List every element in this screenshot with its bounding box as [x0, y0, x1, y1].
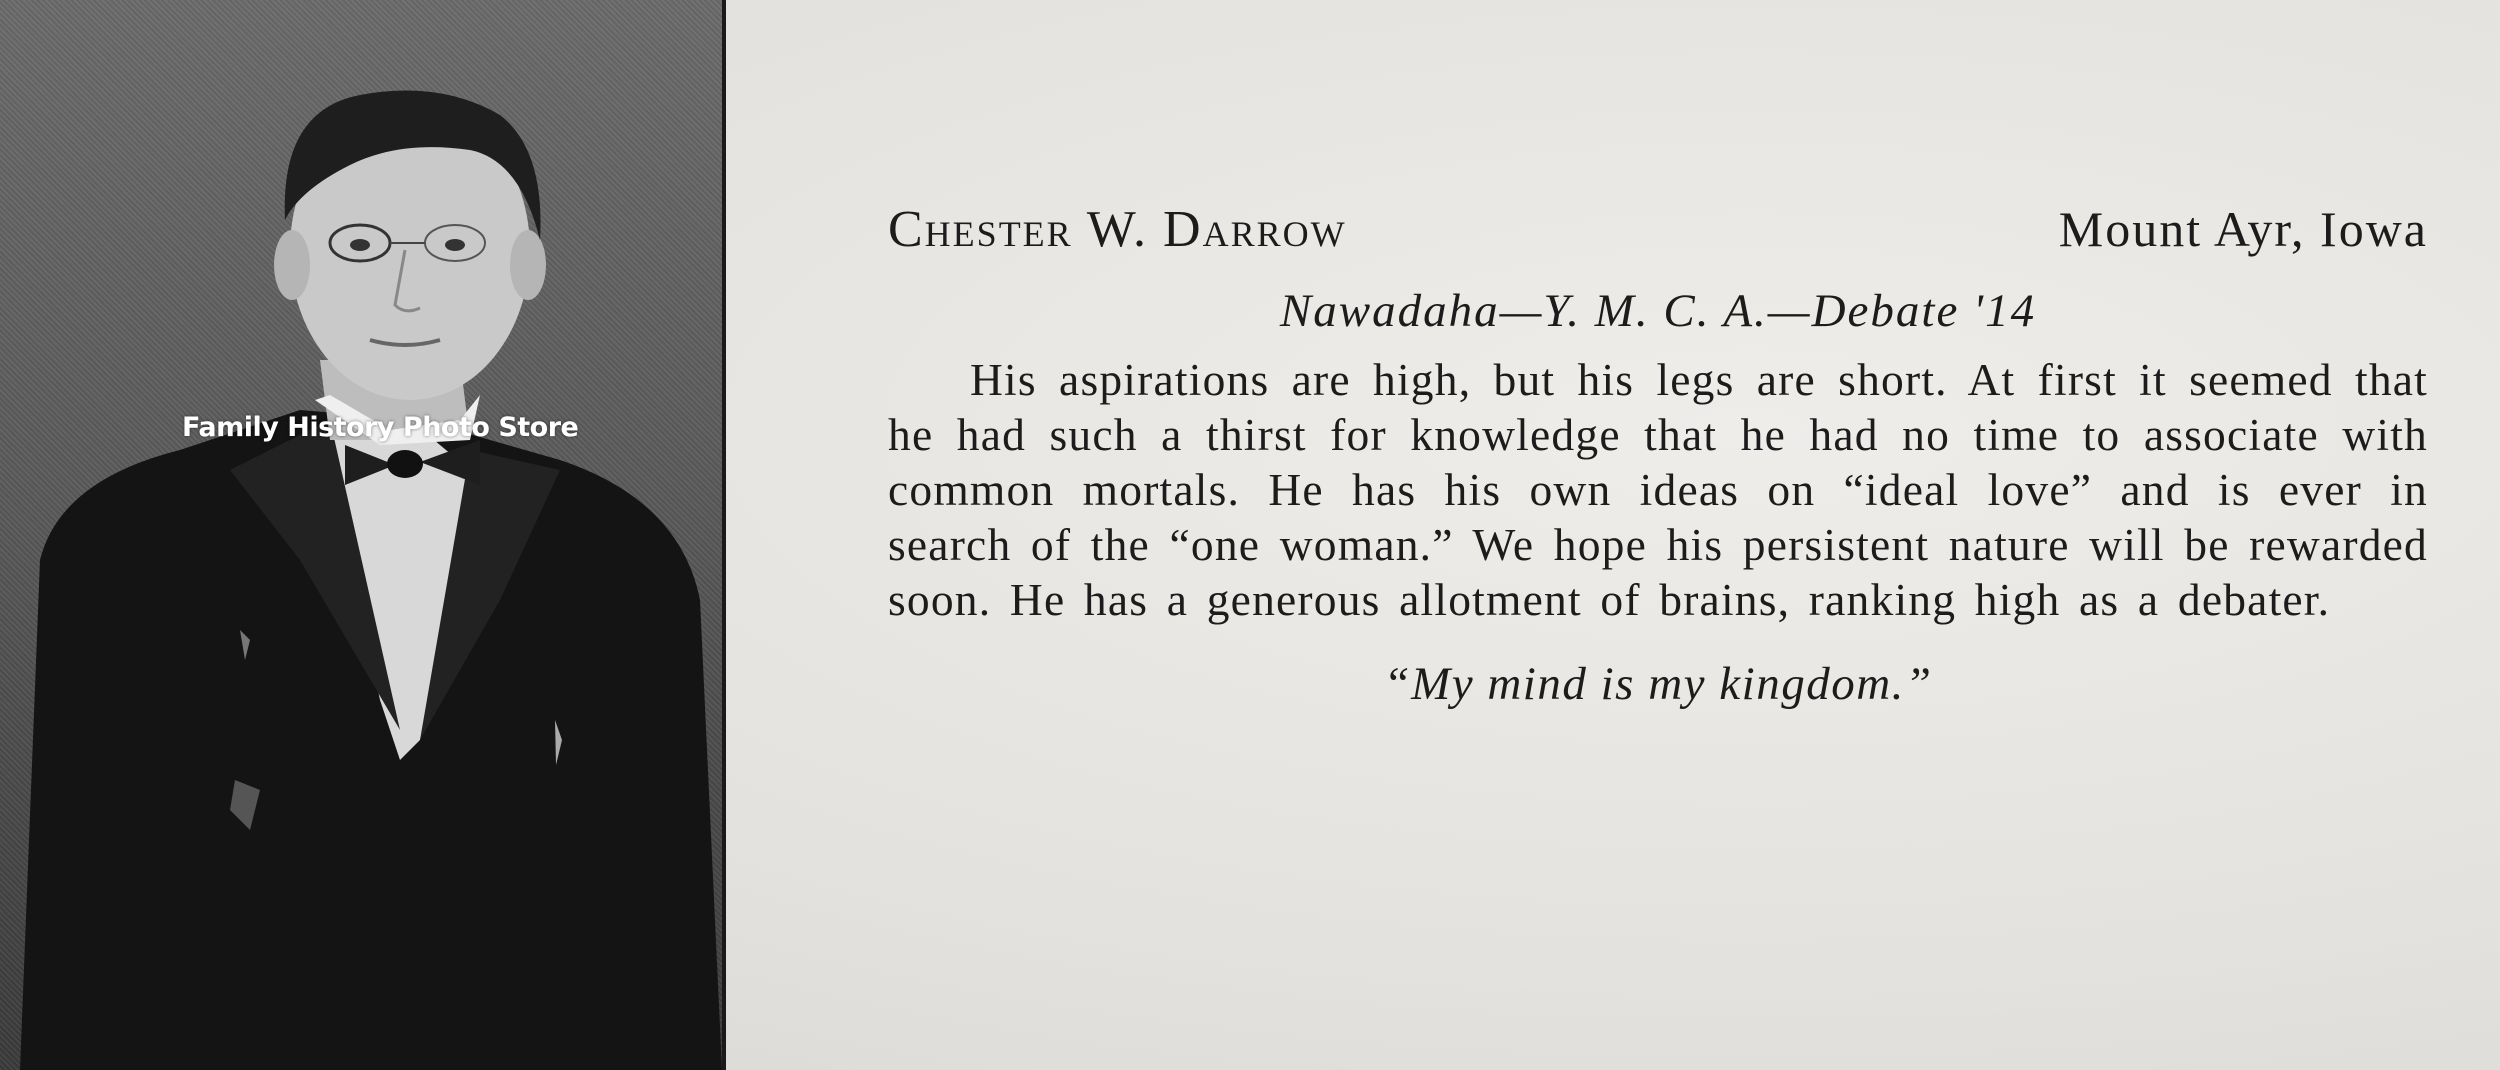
watermark-text: Family History Photo Store	[182, 412, 579, 443]
student-name: Chester W. Darrow	[888, 201, 1347, 258]
portrait-figure	[0, 0, 722, 1070]
portrait-photo	[0, 0, 726, 1070]
organizations-line: Nawadaha—Y. M. C. A.—Debate '14	[1279, 285, 2037, 337]
motto-quote: “My mind is my kingdom.”	[1383, 658, 1933, 710]
entry-header	[888, 200, 2428, 260]
biography-paragraph: His aspirations are high, but his legs are short. At first it seemed that he had such a thirst for knowledge that he had no time to associate with common mortals. He has his own ideas on “ideal love” and is ever in search of the “one woman.” We hope his persistent nature will be rewarded soon. He has a generous allotment of brains, ranking high as a debater.	[888, 354, 2428, 625]
hometown: Mount Ayr, Iowa	[2058, 201, 2428, 257]
entry-text	[888, 200, 2428, 711]
